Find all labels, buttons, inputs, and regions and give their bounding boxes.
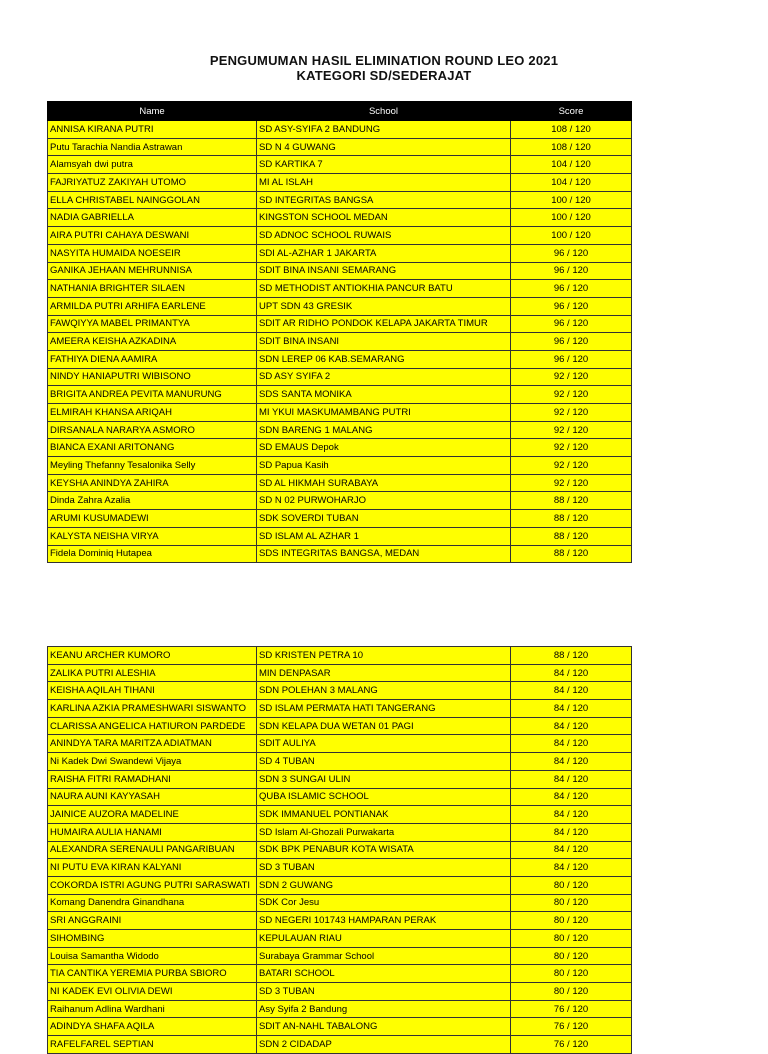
score-cell: 100 / 120 (511, 191, 632, 209)
school-cell: SD 3 TUBAN (257, 859, 511, 877)
school-cell: MIN DENPASAR (257, 664, 511, 682)
name-cell: RAISHA FITRI RAMADHANI (48, 770, 257, 788)
school-cell: SDN 2 GUWANG (257, 876, 511, 894)
table-row (48, 717, 632, 735)
score-cell: 92 / 120 (511, 421, 632, 439)
table-row (48, 510, 632, 528)
table-row (48, 404, 632, 422)
school-cell: SD N 4 GUWANG (257, 138, 511, 156)
name-cell: NADIA GABRIELLA (48, 209, 257, 227)
results-table-top (47, 101, 632, 563)
table-row (48, 244, 632, 262)
score-cell: 96 / 120 (511, 315, 632, 333)
score-cell: 96 / 120 (511, 244, 632, 262)
school-cell: SDIT AULIYA (257, 735, 511, 753)
results-table-bottom (47, 646, 632, 1054)
score-cell: 84 / 120 (511, 841, 632, 859)
score-cell: 88 / 120 (511, 647, 632, 665)
table-row (48, 191, 632, 209)
school-cell: SDK IMMANUEL PONTIANAK (257, 806, 511, 824)
name-cell: NI PUTU EVA KIRAN KALYANI (48, 859, 257, 877)
table-row (48, 912, 632, 930)
school-cell: SD EMAUS Depok (257, 439, 511, 457)
table-row (48, 965, 632, 983)
table-row (48, 1036, 632, 1054)
school-cell: SD INTEGRITAS BANGSA (257, 191, 511, 209)
school-cell: SD Islam Al-Ghozali Purwakarta (257, 823, 511, 841)
name-cell: Alamsyah dwi putra (48, 156, 257, 174)
score-cell: 84 / 120 (511, 859, 632, 877)
school-cell: SDIT BINA INSANI (257, 333, 511, 351)
score-cell: 80 / 120 (511, 947, 632, 965)
header-score: Score (511, 102, 632, 121)
table-row (48, 368, 632, 386)
school-cell: SD 3 TUBAN (257, 983, 511, 1001)
name-cell: SIHOMBING (48, 930, 257, 948)
score-cell: 88 / 120 (511, 510, 632, 528)
name-cell: NASYITA HUMAIDA NOESEIR (48, 244, 257, 262)
name-cell: ANNISA KIRANA PUTRI (48, 121, 257, 139)
name-cell: DIRSANALA NARARYA ASMORO (48, 421, 257, 439)
score-cell: 84 / 120 (511, 770, 632, 788)
school-cell: SDN BARENG 1 MALANG (257, 421, 511, 439)
school-cell: SDIT AR RIDHO PONDOK KELAPA JAKARTA TIMUR (257, 315, 511, 333)
table-row (48, 930, 632, 948)
name-cell: Louisa Samantha Widodo (48, 947, 257, 965)
score-cell: 76 / 120 (511, 1000, 632, 1018)
school-cell: Asy Syifa 2 Bandung (257, 1000, 511, 1018)
score-cell: 104 / 120 (511, 156, 632, 174)
table-row (48, 333, 632, 351)
table-row (48, 527, 632, 545)
score-cell: 92 / 120 (511, 368, 632, 386)
name-cell: FATHIYA DIENA AAMIRA (48, 350, 257, 368)
school-cell: QUBA ISLAMIC SCHOOL (257, 788, 511, 806)
name-cell: NAURA AUNI KAYYASAH (48, 788, 257, 806)
score-cell: 108 / 120 (511, 138, 632, 156)
school-cell: SD AL HIKMAH SURABAYA (257, 474, 511, 492)
name-cell: Meyling Thefanny Tesalonika Selly (48, 457, 257, 475)
school-cell: SD ADNOC SCHOOL RUWAIS (257, 227, 511, 245)
table-row (48, 315, 632, 333)
school-cell: SD N 02 PURWOHARJO (257, 492, 511, 510)
table-row (48, 664, 632, 682)
school-cell: SD Papua Kasih (257, 457, 511, 475)
school-cell: SDS INTEGRITAS BANGSA, MEDAN (257, 545, 511, 563)
name-cell: KEYSHA ANINDYA ZAHIRA (48, 474, 257, 492)
name-cell: Dinda Zahra Azalia (48, 492, 257, 510)
score-cell: 92 / 120 (511, 386, 632, 404)
score-cell: 104 / 120 (511, 174, 632, 192)
score-cell: 100 / 120 (511, 209, 632, 227)
name-cell: KARLINA AZKIA PRAMESHWARI SISWANTO (48, 700, 257, 718)
name-cell: Fidela Dominiq Hutapea (48, 545, 257, 563)
table-row (48, 209, 632, 227)
name-cell: ELLA CHRISTABEL NAINGGOLAN (48, 191, 257, 209)
score-cell: 84 / 120 (511, 717, 632, 735)
table-row (48, 1000, 632, 1018)
table-row (48, 647, 632, 665)
school-cell: SDIT AN-NAHL TABALONG (257, 1018, 511, 1036)
school-cell: SD ISLAM PERMATA HATI TANGERANG (257, 700, 511, 718)
table-row (48, 138, 632, 156)
name-cell: KEANU ARCHER KUMORO (48, 647, 257, 665)
school-cell: SD ASY SYIFA 2 (257, 368, 511, 386)
score-cell: 84 / 120 (511, 664, 632, 682)
name-cell: Ni Kadek Dwi Swandewi Vijaya (48, 753, 257, 771)
score-cell: 84 / 120 (511, 682, 632, 700)
score-cell: 80 / 120 (511, 912, 632, 930)
table-row (48, 735, 632, 753)
table-row (48, 280, 632, 298)
table-row (48, 156, 632, 174)
school-cell: UPT SDN 43 GRESIK (257, 297, 511, 315)
table-row (48, 894, 632, 912)
school-cell: MI AL ISLAH (257, 174, 511, 192)
score-cell: 80 / 120 (511, 876, 632, 894)
table-row (48, 262, 632, 280)
school-cell: SD ISLAM AL AZHAR 1 (257, 527, 511, 545)
table-row (48, 876, 632, 894)
school-cell: SD KARTIKA 7 (257, 156, 511, 174)
table-row (48, 174, 632, 192)
name-cell: JAINICE AUZORA MADELINE (48, 806, 257, 824)
table-row (48, 386, 632, 404)
name-cell: TIA CANTIKA YEREMIA PURBA SBIORO (48, 965, 257, 983)
school-cell: Surabaya Grammar School (257, 947, 511, 965)
table-row (48, 682, 632, 700)
table-row (48, 770, 632, 788)
name-cell: ZALIKA PUTRI ALESHIA (48, 664, 257, 682)
school-cell: SDK BPK PENABUR KOTA WISATA (257, 841, 511, 859)
name-cell: NI KADEK EVI OLIVIA DEWI (48, 983, 257, 1001)
table-row (48, 700, 632, 718)
name-cell: Putu Tarachia Nandia Astrawan (48, 138, 257, 156)
category-subtitle: KATEGORI SD/SEDERAJAT (296, 68, 472, 83)
score-cell: 96 / 120 (511, 262, 632, 280)
school-cell: KEPULAUAN RIAU (257, 930, 511, 948)
name-cell: Raihanum Adlina Wardhani (48, 1000, 257, 1018)
name-cell: KEISHA AQILAH TIHANI (48, 682, 257, 700)
table-row (48, 983, 632, 1001)
score-cell: 84 / 120 (511, 735, 632, 753)
table-row (48, 421, 632, 439)
school-cell: SDN KELAPA DUA WETAN 01 PAGI (257, 717, 511, 735)
name-cell: GANIKA JEHAAN MEHRUNNISA (48, 262, 257, 280)
school-cell: SDN POLEHAN 3 MALANG (257, 682, 511, 700)
name-cell: HUMAIRA AULIA HANAMI (48, 823, 257, 841)
score-cell: 108 / 120 (511, 121, 632, 139)
score-cell: 92 / 120 (511, 474, 632, 492)
name-cell: AMEERA KEISHA AZKADINA (48, 333, 257, 351)
score-cell: 84 / 120 (511, 753, 632, 771)
school-cell: MI YKUI MASKUMAMBANG PUTRI (257, 404, 511, 422)
score-cell: 84 / 120 (511, 788, 632, 806)
score-cell: 88 / 120 (511, 545, 632, 563)
school-cell: BATARI SCHOOL (257, 965, 511, 983)
name-cell: CLARISSA ANGELICA HATIURON PARDEDE (48, 717, 257, 735)
name-cell: BRIGITA ANDREA PEVITA MANURUNG (48, 386, 257, 404)
score-cell: 80 / 120 (511, 965, 632, 983)
table-row (48, 439, 632, 457)
school-cell: SDIT BINA INSANI SEMARANG (257, 262, 511, 280)
score-cell: 84 / 120 (511, 806, 632, 824)
name-cell: ADINDYA SHAFA AQILA (48, 1018, 257, 1036)
score-cell: 92 / 120 (511, 457, 632, 475)
name-cell: COKORDA ISTRI AGUNG PUTRI SARASWATI (48, 876, 257, 894)
table-row (48, 1018, 632, 1036)
table-row (48, 545, 632, 563)
school-cell: SD ASY-SYIFA 2 BANDUNG (257, 121, 511, 139)
table-row (48, 753, 632, 771)
name-cell: ELMIRAH KHANSA ARIQAH (48, 404, 257, 422)
school-cell: SD METHODIST ANTIOKHIA PANCUR BATU (257, 280, 511, 298)
score-cell: 96 / 120 (511, 297, 632, 315)
score-cell: 84 / 120 (511, 823, 632, 841)
name-cell: RAFELFAREL SEPTIAN (48, 1036, 257, 1054)
score-cell: 96 / 120 (511, 350, 632, 368)
announcement-title: PENGUMUMAN HASIL ELIMINATION ROUND LEO 2021 (209, 53, 559, 68)
name-cell: FAWQIYYA MABEL PRIMANTYA (48, 315, 257, 333)
name-cell: FAJRIYATUZ ZAKIYAH UTOMO (48, 174, 257, 192)
table-row (48, 457, 632, 475)
table-row (48, 492, 632, 510)
school-cell: SD NEGERI 101743 HAMPARAN PERAK (257, 912, 511, 930)
name-cell: ALEXANDRA SERENAULI PANGARIBUAN (48, 841, 257, 859)
name-cell: NINDY HANIAPUTRI WIBISONO (48, 368, 257, 386)
score-cell: 100 / 120 (511, 227, 632, 245)
score-cell: 92 / 120 (511, 404, 632, 422)
name-cell: KALYSTA NEISHA VIRYA (48, 527, 257, 545)
score-cell: 88 / 120 (511, 492, 632, 510)
table-row (48, 788, 632, 806)
school-cell: KINGSTON SCHOOL MEDAN (257, 209, 511, 227)
name-cell: SRI ANGGRAINI (48, 912, 257, 930)
table-row (48, 859, 632, 877)
name-cell: NATHANIA BRIGHTER SILAEN (48, 280, 257, 298)
school-cell: SDK Cor Jesu (257, 894, 511, 912)
table-row (48, 823, 632, 841)
table-row (48, 806, 632, 824)
school-cell: SDN 3 SUNGAI ULIN (257, 770, 511, 788)
school-cell: SD 4 TUBAN (257, 753, 511, 771)
school-cell: SD KRISTEN PETRA 10 (257, 647, 511, 665)
table-row (48, 297, 632, 315)
name-cell: ARMILDA PUTRI ARHIFA EARLENE (48, 297, 257, 315)
school-cell: SDN LEREP 06 KAB.SEMARANG (257, 350, 511, 368)
name-cell: BIANCA EXANI ARITONANG (48, 439, 257, 457)
table-header-row (48, 102, 632, 121)
header-school: School (257, 102, 511, 121)
name-cell: ANINDYA TARA MARITZA ADIATMAN (48, 735, 257, 753)
score-cell: 96 / 120 (511, 333, 632, 351)
name-cell: AIRA PUTRI CAHAYA DESWANI (48, 227, 257, 245)
score-cell: 92 / 120 (511, 439, 632, 457)
table-row (48, 121, 632, 139)
score-cell: 76 / 120 (511, 1018, 632, 1036)
score-cell: 88 / 120 (511, 527, 632, 545)
table-row (48, 350, 632, 368)
score-cell: 76 / 120 (511, 1036, 632, 1054)
table-row (48, 947, 632, 965)
score-cell: 80 / 120 (511, 930, 632, 948)
score-cell: 80 / 120 (511, 894, 632, 912)
school-cell: SDI AL-AZHAR 1 JAKARTA (257, 244, 511, 262)
school-cell: SDN 2 CIDADAP (257, 1036, 511, 1054)
score-cell: 84 / 120 (511, 700, 632, 718)
school-cell: SDK SOVERDI TUBAN (257, 510, 511, 528)
table-row (48, 841, 632, 859)
school-cell: SDS SANTA MONIKA (257, 386, 511, 404)
name-cell: Komang Danendra Ginandhana (48, 894, 257, 912)
name-cell: ARUMI KUSUMADEWI (48, 510, 257, 528)
header-name: Name (48, 102, 257, 121)
table-row (48, 227, 632, 245)
score-cell: 96 / 120 (511, 280, 632, 298)
table-row (48, 474, 632, 492)
score-cell: 80 / 120 (511, 983, 632, 1001)
